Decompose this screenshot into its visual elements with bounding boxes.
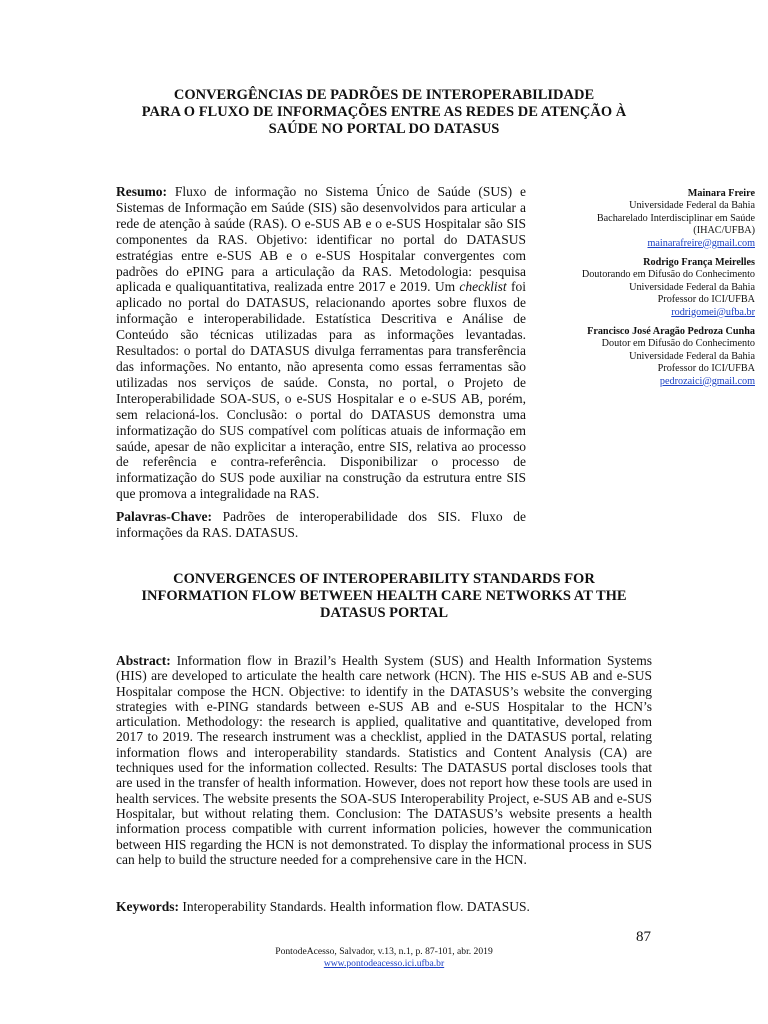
footer-citation: PontodeAcesso, Salvador, v.13, n.1, p. 87-101, abr. 2019: [275, 946, 493, 957]
en-abstract-label: Abstract:: [116, 653, 171, 668]
author: [525, 188, 755, 250]
pt-title: [100, 87, 668, 138]
authors-block: [525, 188, 755, 395]
author-email-link[interactable]: mainarafreire@gmail.com: [647, 237, 755, 249]
en-keywords-label: Keywords:: [116, 899, 179, 914]
en-title-line: INFORMATION FLOW BETWEEN HEALTH CARE NETWORKS AT THE: [141, 588, 627, 604]
pt-keywords-text: Padrões de interoperabilidade dos SIS. Fluxo de informações da RAS. DATASUS.: [116, 509, 526, 540]
author-affiliation: Universidade Federal da Bahia: [629, 281, 755, 293]
pt-title-line: CONVERGÊNCIAS DE PADRÕES DE INTEROPERABILIDADE: [173, 87, 595, 103]
pt-abstract-label: Resumo:: [116, 184, 167, 199]
page-number: 87: [636, 929, 651, 945]
footer-url-link[interactable]: www.pontodeacesso.ici.ufba.br: [323, 958, 445, 969]
author-affiliation: Professor do ICI/UFBA: [657, 363, 755, 375]
en-keywords: [116, 899, 652, 914]
pt-keywords-label: Palavras-Chave:: [116, 509, 212, 524]
en-keywords-text: Interoperability Standards. Health information flow. DATASUS.: [182, 899, 530, 914]
author-affiliation: Bacharelado Interdisciplinar em Saúde: [596, 212, 755, 224]
author-email-link[interactable]: rodrigomei@ufba.br: [671, 306, 755, 318]
author-name: Mainara Freire: [687, 188, 755, 199]
author-email-link[interactable]: pedrozaici@gmail.com: [659, 375, 755, 387]
en-abstract: [116, 653, 652, 867]
pt-abstract-text-1: Fluxo de informação no Sistema Único de Saúde (SUS) e Sistemas de Informação em Saúde (SIS) são desenvolvidos para articular a rede de atenção à saúde (RAS). O e-SUS AB e o e-SUS Hospitalar são SIS componentes da RAS. Objetivo: identificar no portal do DATASUS estratégias entre e-SUS AB e o e-SUS Hospitalar convergentes com padrões do ePING para a articulação da RAS. Metodologia: pesquisa aplicada e qualiquantitativa, realizada entre 2017 e 2019. Um: [116, 184, 526, 295]
pt-title-line: PARA O FLUXO DE INFORMAÇÕES ENTRE AS REDES DE ATENÇÃO À: [141, 104, 627, 120]
author: [525, 326, 755, 388]
author-affiliation: Professor do ICI/UFBA: [657, 294, 755, 306]
author-affiliation: Universidade Federal da Bahia: [629, 350, 755, 362]
en-abstract-text: Information flow in Brazil’s Health System (SUS) and Health Information Systems (HIS) are developed to articulate the health care network (HCN). The HIS e-SUS AB and e-SUS Hospitalar compose the HCN. Objective: to identify in the DATASUS’s website the converging strategies with e-PING standards between e-SUS AB and e-SUS Hospitalar to the HCN’s articulation. Methodology: the research is applied, qualitative and quantitative, developed from 2017 to 2019. The research instrument was a checklist, applied in the DATASUS portal, relating information flows and interoperability standards. Statistics and Content Analysis (CA) are techniques used for the information collected. Results: The DATASUS portal discloses tools that are used in the transfer of health information. However, does not report how these tools are used in health services. The website presents the SOA-SUS Interoperability Project, e-SUS AB and e-SUS Hospitalar, but without relating them. Conclusion: The DATASUS’s website presents a health information process compatible with current information policies, however the communication between HIS regarding the HCN is not demonstrated. To display the informational process in SUS can help to build the structure needed for a comprehensive care in the HCN.: [116, 653, 652, 867]
pt-keywords: [116, 509, 526, 541]
author-name: Francisco José Aragão Pedroza Cunha: [587, 326, 755, 338]
pt-title-line: SAÚDE NO PORTAL DO DATASUS: [268, 121, 500, 137]
pt-abstract: [116, 184, 526, 502]
footer: [0, 946, 768, 970]
author-affiliation: Doutorando em Difusão do Conhecimento: [581, 269, 755, 281]
author-affiliation: Doutor em Difusão do Conhecimento: [601, 338, 755, 350]
en-title-line: DATASUS PORTAL: [320, 605, 448, 621]
author-name: Rodrigo França Meirelles: [643, 257, 755, 269]
author: [525, 257, 755, 319]
en-title-line: CONVERGENCES OF INTEROPERABILITY STANDARDS FOR: [173, 571, 595, 587]
author-affiliation: Universidade Federal da Bahia: [629, 200, 755, 212]
en-title: [100, 571, 668, 622]
pt-abstract-text-2: foi aplicado no portal do DATASUS, relacionando aportes sobre fluxos de informação e interoperabilidade. Estatística Descritiva e Análise de Conteúdo são técnicas utilizadas para as informações levantadas. Resultados: o portal do DATASUS divulga ferramentas para transferência das informações. No entanto, não apresenta como essas ferramentas são utilizadas nos serviços de saúde. Consta, no portal, o Projeto de Interoperabilidade SOA-SUS, o e-SUS Hospitalar e o e-SUS AB, porém, sem relacioná-los. Conclusão: o portal do DATASUS demonstra uma informatização do SUS compatível com políticas atuais de informação em saúde, apesar de não explicitar a interação, entre SIS, relativa ao processo de referência e contra-referência. Disponibilizar o processo de informatização do SUS pode auxiliar na construção da estrutura entre SIS que promova a integralidade na RAS.: [116, 279, 526, 502]
pt-abstract-italic-term: checklist: [459, 279, 507, 295]
author-affiliation: (IHAC/UFBA): [693, 225, 755, 237]
